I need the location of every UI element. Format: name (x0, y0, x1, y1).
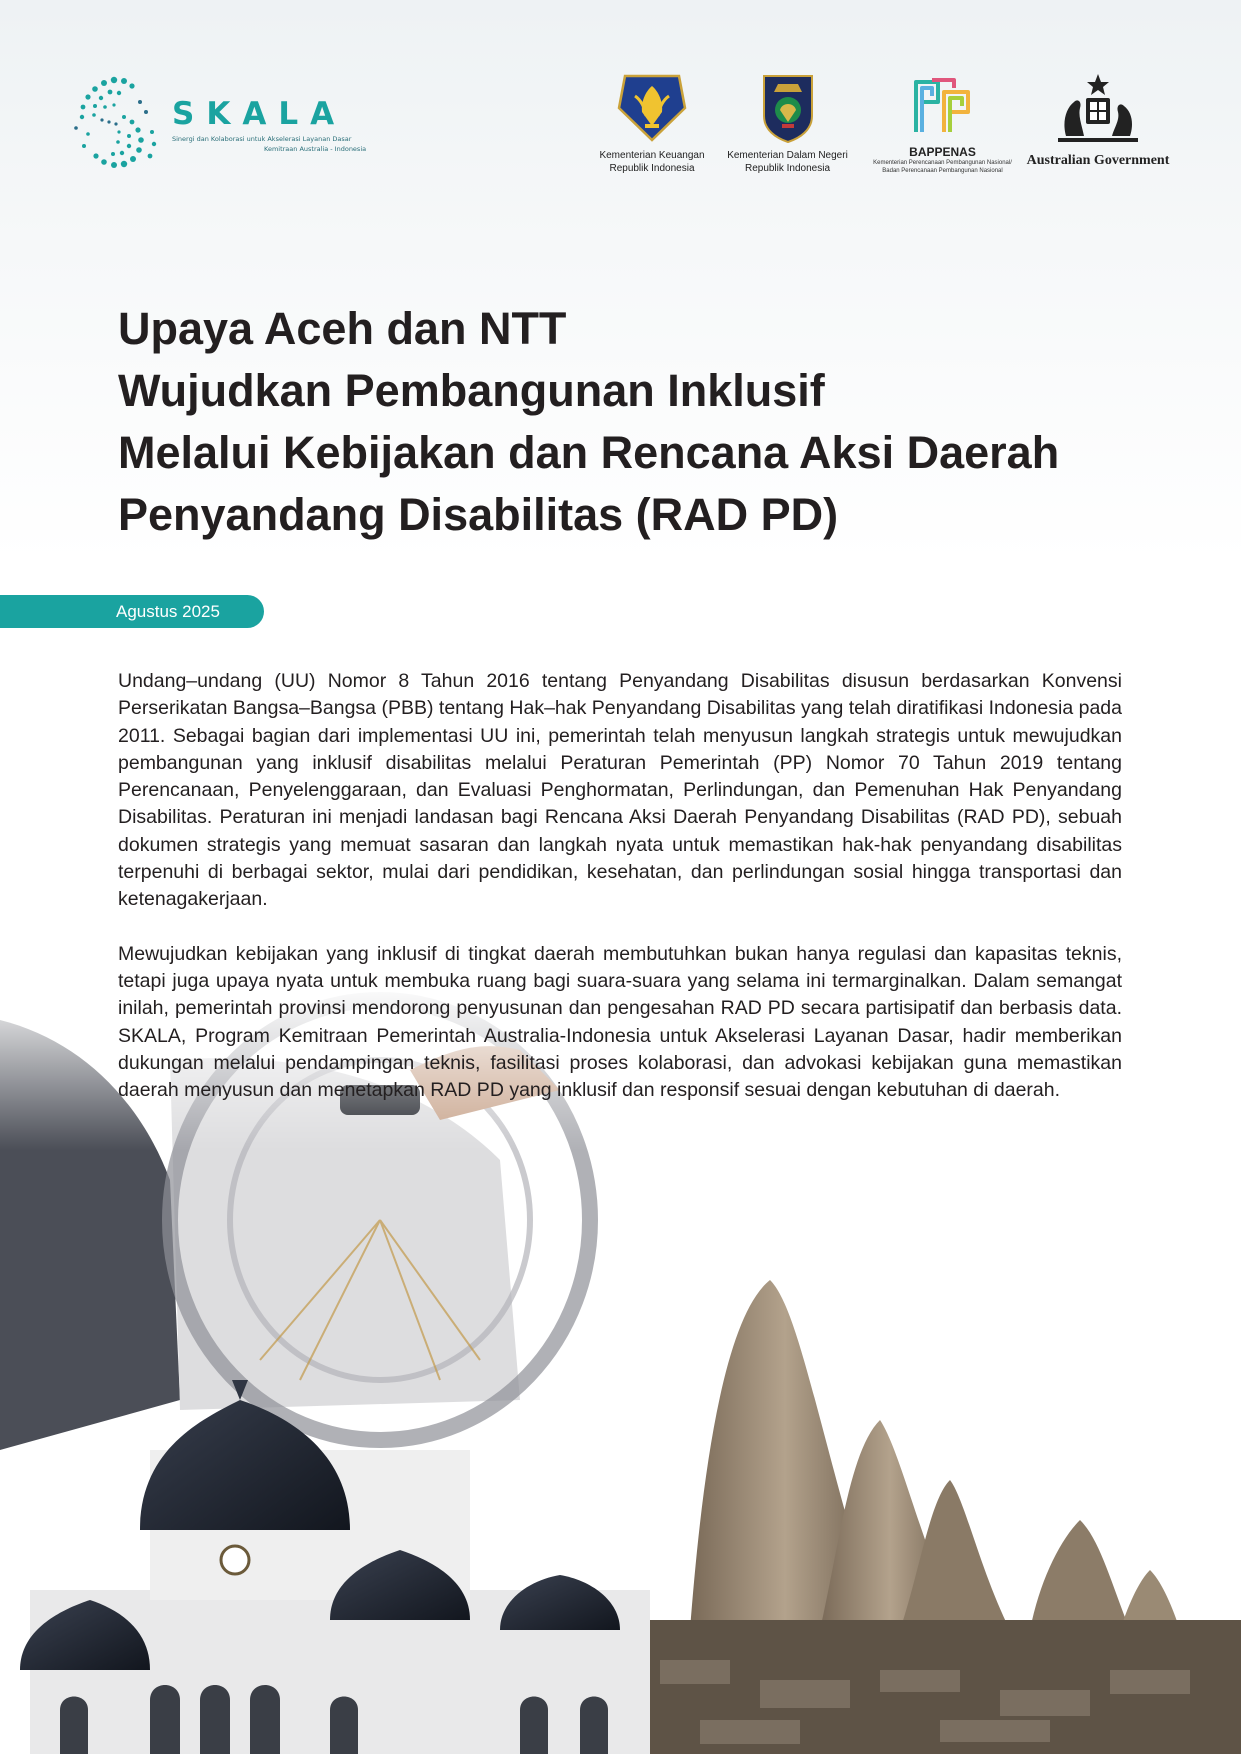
skala-tagline: Sinergi dan Kolaborasi untuk Akselerasi Layanan Dasar (172, 135, 352, 143)
skala-partnership: Kemitraan Australia - Indonesia (264, 145, 367, 153)
page-title (118, 298, 1158, 546)
kemenkeu-line2: Republik Indonesia (609, 163, 695, 174)
skala-dots-icon (74, 72, 166, 172)
title-line-2: Wujudkan Pembangunan Inklusif (118, 365, 825, 416)
date-badge (0, 595, 264, 628)
skala-wordmark: SKALA (172, 96, 347, 132)
australian-government-logo (1023, 72, 1173, 169)
bappenas-sub1: Kementerian Perencanaan Pembangunan Nasional/ (873, 160, 1012, 166)
kemendagri-logo (720, 72, 855, 175)
title-line-4: Penyandang Disabilitas (RAD PD) (118, 489, 839, 540)
australian-crest-icon (1048, 72, 1148, 144)
bappenas-emblem-icon (906, 72, 980, 136)
kemendagri-emblem-icon (758, 72, 818, 144)
body-text (118, 668, 1122, 1131)
kemenkeu-emblem-icon (615, 72, 689, 144)
paragraph-1: Undang–undang (UU) Nomor 8 Tahun 2016 tentang Penyandang Disabilitas disusun berdasarkan Konvensi Perserikatan Bangsa–Bangsa (PBB) tentang Hak–hak Penyandang Disabilitas yang telah diratifikasi Indonesia pada 2011. Sebagai bagian dari implementasi UU ini, pemerintah telah menyusun langkah strategis untuk mewujudkan pembangunan yang inklusif disabilitas melalui Peraturan Pemerintah (PP) Nomor 70 Tahun 2019 tentang Perencanaan, Penyelenggaraan, dan Evaluasi Penghormatan, Perlindungan, dan Pemenuhan Hak Penyandang Disabilitas. Peraturan ini menjadi landasan bagi Rencana Aksi Daerah Penyandang Disabilitas (RAD PD), sebuah dokumen strategis yang memuat sasaran dan langkah nyata untuk memastikan hak-hak penyandang disabilitas terpenuhi di berbagai sektor, mulai dari pendidikan, kesehatan, dan perlindungan sosial hingga transportasi dan ketenagakerjaan. (118, 670, 1122, 911)
kemendagri-line2: Republik Indonesia (744, 163, 831, 174)
kemenkeu-logo (582, 72, 722, 175)
australian-government-name: Australian Government (1026, 153, 1170, 168)
bappenas-logo (860, 72, 1025, 175)
title-line-1: Upaya Aceh dan NTT (118, 303, 567, 354)
kemenkeu-line1: Kementerian Keuangan (599, 150, 705, 161)
bappenas-name: BAPPENAS (909, 145, 976, 159)
paragraph-2: Mewujudkan kebijakan yang inklusif di tingkat daerah membutuhkan bukan hanya regulasi dan kapasitas teknis, tetapi juga upaya nyata untuk membuka ruang bagi suara-suara yang selama ini termarginalkan. Dalam semangat inilah, pemerintah provinsi mendorong penyusunan dan pengesahan RAD PD secara partisipatif dan berbasis data. SKALA, Program Kemitraan Pemerintah Australia-Indonesia untuk Akselerasi Layanan Dasar, hadir memberikan dukungan melalui pendampingan teknis, fasilitasi proses kolaborasi, dan advokasi kebijakan guna memastikan daerah menyusun dan menetapkan RAD PD yang inklusif dan responsif sesuai dengan kebutuhan di daerah. (118, 942, 1122, 1102)
kemendagri-line1: Kementerian Dalam Negeri (727, 150, 848, 161)
title-line-3: Melalui Kebijakan dan Rencana Aksi Daerah (118, 427, 1060, 478)
date-text: Agustus 2025 (116, 602, 220, 621)
skala-logo (74, 72, 367, 172)
bappenas-sub2: Badan Perencanaan Pembangunan Nasional (882, 168, 1003, 174)
